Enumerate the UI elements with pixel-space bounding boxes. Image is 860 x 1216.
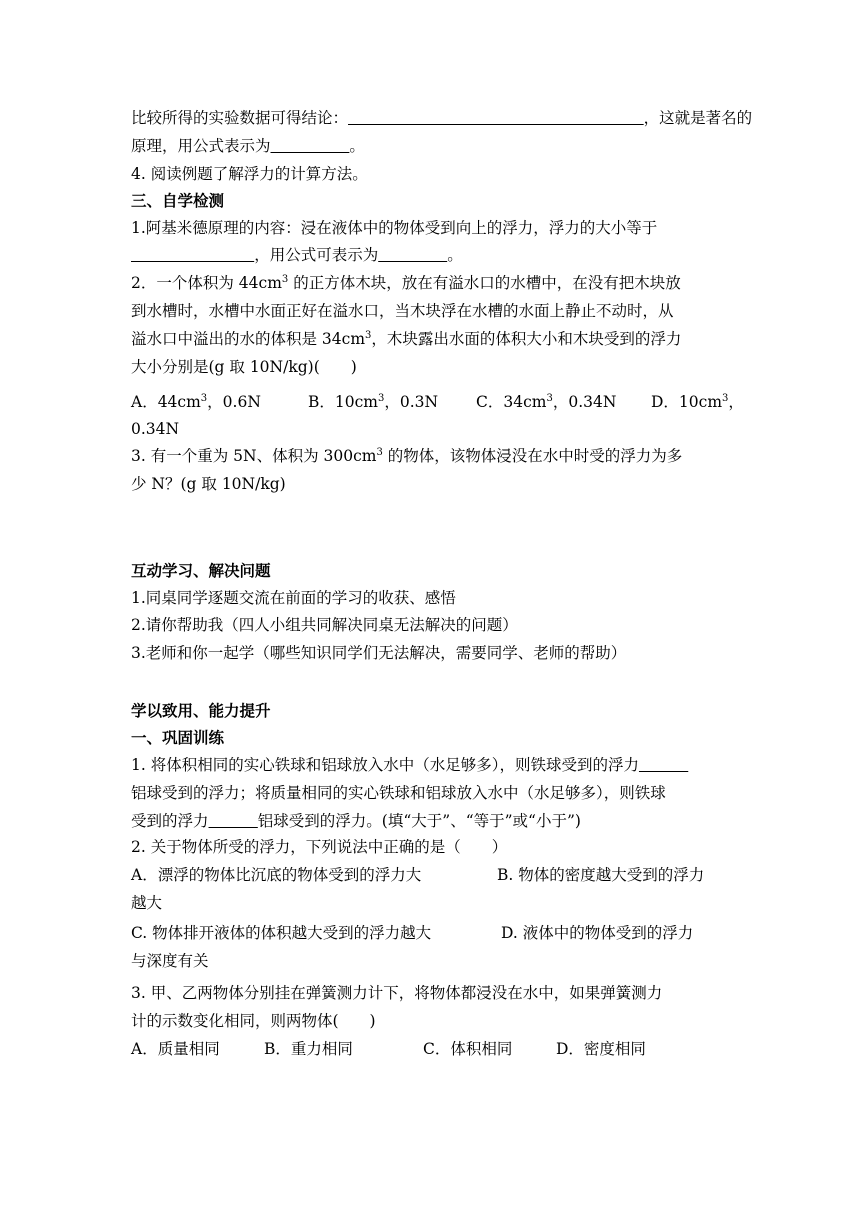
- option-d: D．密度相同: [556, 1040, 646, 1058]
- interact-item-2: 2.请你帮助我（四人小组共同解决同桌无法解决的问题）: [131, 616, 518, 634]
- superscript: 3: [281, 274, 289, 285]
- aq2-option-b-continued: 越大: [131, 894, 163, 912]
- option-d-continued: 0.34N: [131, 420, 180, 438]
- superscript: 3: [365, 330, 372, 341]
- option-a: A．质量相同: [131, 1040, 220, 1058]
- q2-line2: 到水槽时，水槽中水面正好在溢水口，当木块浮在水槽的水面上静止不动时，从: [131, 302, 674, 320]
- superscript: 3: [722, 393, 729, 404]
- text: ，: [728, 393, 744, 411]
- formula-line: [131, 135, 731, 157]
- consolidation-heading: 一、巩固训练: [131, 728, 225, 747]
- text: 1. 将体积相同的实心铁球和铝球放入水中（水足够多），则铁球受到的浮力: [131, 756, 639, 774]
- q1-line1: 1.阿基米德原理的内容：浸在液体中的物体受到向上的浮力，浮力的大小等于: [131, 219, 658, 237]
- interact-item-3: 3.老师和你一起学（哪些知识同学们无法解决，需要同学、老师的帮助）: [131, 644, 627, 662]
- aq2-option-d-continued: 与深度有关: [131, 952, 209, 970]
- text: 的物体，该物体浸没在水中时受的浮力为多: [382, 447, 683, 465]
- aq2-options-ab: [131, 864, 731, 886]
- option-d: [651, 391, 744, 413]
- q3-line1: [131, 445, 731, 467]
- q2-line4: 大小分别是(g 取 10N/kg)( ): [131, 358, 357, 376]
- q2-line3: [131, 328, 731, 350]
- conclusion-line: [131, 107, 753, 129]
- q2-line1: [131, 272, 731, 294]
- answer-blank: [131, 246, 254, 264]
- option-b: [308, 391, 438, 413]
- text: 比较所得的实验数据可得结论：: [131, 109, 349, 127]
- text: D．10cm: [651, 393, 723, 411]
- option-b: B．重力相同: [264, 1040, 353, 1058]
- text: ，木块露出水面的体积大小和木块受到的浮力: [371, 330, 682, 348]
- text: C．34cm: [476, 393, 547, 411]
- text: 。: [349, 137, 365, 155]
- text: 2．一个体积为 44cm: [131, 274, 282, 292]
- aq1-line1: [131, 754, 731, 776]
- text: B．10cm: [308, 393, 378, 411]
- interact-heading: 互动学习、解决问题: [131, 561, 271, 580]
- option-c: C. 物体排开液体的体积越大受到的浮力越大: [131, 924, 432, 942]
- answer-blank: [348, 109, 644, 127]
- aq2-stem: 2. 关于物体所受的浮力，下列说法中正确的是（ ）: [131, 838, 508, 856]
- answer-blank: [271, 137, 350, 155]
- text: 原理，用公式表示为: [131, 137, 271, 155]
- aq1-line2: 铝球受到的浮力；将质量相同的实心铁球和铝球放入水中（水足够多），则铁球: [131, 784, 666, 802]
- option-c: [476, 391, 616, 413]
- option-d: D. 液体中的物体受到的浮力: [501, 924, 694, 942]
- text: 的正方体木块，放在有溢水口的水槽中，在没有把木块放: [288, 274, 681, 292]
- superscript: 3: [546, 393, 553, 404]
- option-b: B. 物体的密度越大受到的浮力: [497, 866, 705, 884]
- aq1-line3: [131, 810, 731, 832]
- text: ，这就是著名的: [643, 109, 753, 127]
- text: ，0.34N: [552, 393, 617, 411]
- text: A．44cm: [131, 393, 201, 411]
- text: ，用公式可表示为: [254, 246, 379, 264]
- aq3-line2: 计的示数变化相同，则两物体( ): [131, 1012, 376, 1030]
- superscript: 3: [378, 393, 385, 404]
- text: 铝球受到的浮力。(填“大于”、“等于”或“小于”): [257, 812, 581, 830]
- step-4: 4. 阅读例题了解浮力的计算方法。: [131, 165, 368, 183]
- aq3-line1: 3. 甲、乙两物体分别挂在弹簧测力计下，将物体都浸没在水中，如果弹簧测力: [131, 984, 663, 1002]
- q1-line2: [131, 244, 731, 266]
- self-check-heading: 三、自学检测: [131, 191, 225, 210]
- apply-heading: 学以致用、能力提升: [131, 701, 271, 720]
- answer-blank: [639, 756, 688, 774]
- answer-blank: [378, 246, 447, 264]
- option-c: C．体积相同: [423, 1040, 513, 1058]
- q3-line2: 少 N？(g 取 10N/kg): [131, 475, 286, 493]
- superscript: 3: [376, 447, 383, 458]
- text: 。: [447, 246, 463, 264]
- option-a: [131, 391, 261, 413]
- answer-blank: [209, 812, 258, 830]
- text: ，0.6N: [207, 393, 261, 411]
- text: ，0.3N: [384, 393, 439, 411]
- interact-item-1: 1.同桌同学逐题交流在前面的学习的收获、感悟: [131, 589, 456, 607]
- superscript: 3: [200, 393, 208, 404]
- text: 受到的浮力: [131, 812, 209, 830]
- option-a: A．漂浮的物体比沉底的物体受到的浮力大: [131, 866, 422, 884]
- text: 溢水口中溢出的水的体积是 34cm: [131, 330, 366, 348]
- aq2-options-cd: [131, 922, 731, 944]
- text: 3. 有一个重为 5N、体积为 300cm: [131, 447, 377, 465]
